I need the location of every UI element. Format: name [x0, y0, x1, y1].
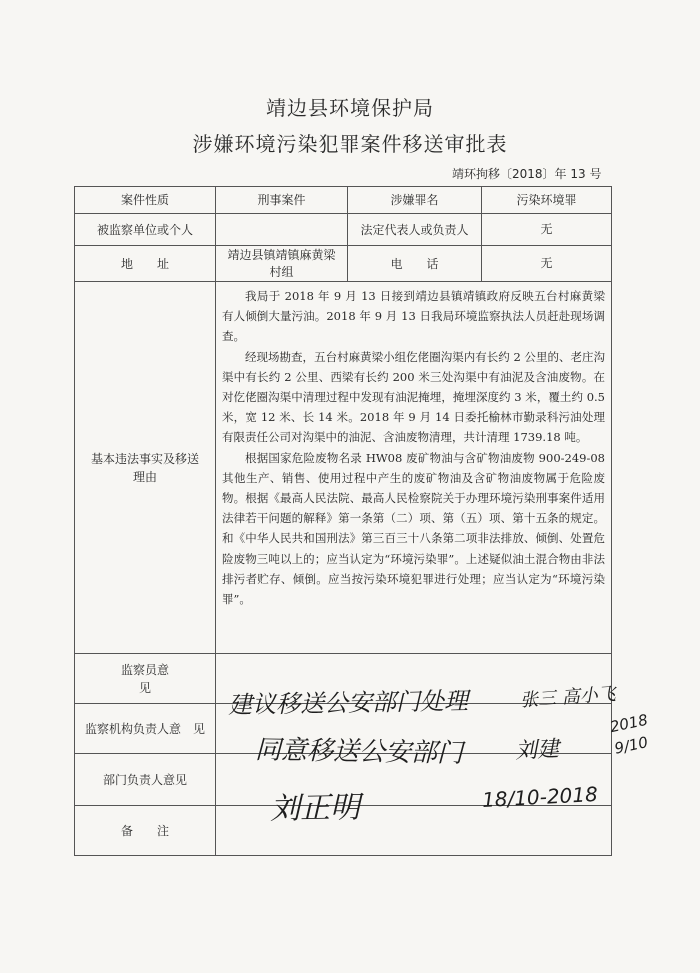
- subject-value: [216, 214, 348, 246]
- charge-label: 涉嫌罪名: [348, 187, 482, 214]
- facts-paragraph: 根据国家危险废物名录 HW08 废矿物油与含矿物油废物 900-249-08 其他生产、销售、使用过程中产生的废矿物油及含矿物油废物属于危险废物。根据《最高人民法院、最高人民检察院关于办理环境污染刑事案件适用法律若干问题的解释》第一条第（二）项、第（五）项、第十五条的规定。和《中华人民共和国刑法》第三百三十八条第二项非法排放、倾倒、处置危险废物三吨以上的；应当认定为“环境污染罪”。上述疑似油土混合物由非法排污者贮存、倾倒。应当按污染环境犯罪进行处理；应当认定为“环境污染罪”。: [222, 450, 605, 607]
- legal-rep-value: 无: [482, 214, 612, 246]
- phone-label: 电 话: [348, 246, 482, 282]
- inspector-handwritten-opinion: 建议移送公安部门处理: [227, 686, 469, 720]
- row-subject: [75, 214, 612, 246]
- address-value: 靖边县镇靖镇麻黄梁村组: [216, 246, 348, 282]
- row-case-nature: [75, 187, 612, 214]
- dept-handwritten-date: 18/10-2018: [481, 781, 599, 813]
- case-nature-label: 案件性质: [75, 187, 216, 214]
- row-address: [75, 246, 612, 282]
- inspector-handwritten-signature: 张三 高小飞: [519, 683, 617, 712]
- inspector-label: 监察员意 见: [75, 654, 216, 704]
- subject-label: 被监察单位或个人: [75, 214, 216, 246]
- dept-handwritten-signature: 刘正明: [269, 790, 361, 827]
- form-title: 涉嫌环境污染犯罪案件移送审批表: [192, 132, 508, 156]
- case-nature-value: 刑事案件: [216, 187, 348, 214]
- charge-value: 污染环境罪: [482, 187, 612, 214]
- facts-label: 基本违法事实及移送理由: [75, 282, 216, 654]
- org-title: 靖边县环境保护局: [266, 96, 434, 120]
- agency-handwritten-signature: 刘建: [514, 736, 560, 765]
- phone-value: 无: [482, 246, 612, 282]
- dept-head-label: 部门负责人意见: [75, 754, 216, 806]
- facts-body: [216, 282, 612, 654]
- document-number: 靖环拘移〔2018〕年 13 号: [452, 167, 602, 181]
- remarks-label: 备 注: [75, 806, 216, 856]
- address-label: 地 址: [75, 246, 216, 282]
- agency-head-label: 监察机构负责人意 见: [75, 704, 216, 754]
- agency-handwritten-date: 2018 9/10: [608, 710, 650, 758]
- agency-handwritten-opinion: 同意移送公安部门: [254, 735, 464, 769]
- facts-paragraph: 我局于 2018 年 9 月 13 日接到靖边县镇靖镇政府反映五台村麻黄梁有人倾倒大量污油。2018 年 9 月 13 日我局环境监察执法人员赶赴现场调查。: [222, 289, 605, 344]
- row-facts: [75, 282, 612, 654]
- facts-paragraph: 经现场勘查，五台村麻黄梁小组仡佬圈沟渠内有长约 2 公里的、老庄沟渠中有长约 2 公里、西梁有长约 200 米三处沟渠中有油泥及含油废物。在对仡佬圈沟渠中清理过程中发现有油泥掩埋，掩埋深度约 3 米，覆土约 0.5 米，宽 12 米、长 14 米。2018 年 9 月 14 日委托榆林市勤录科污油处理有限责任公司对沟渠中的油泥、含油废物清理，共计清理 1739.18 吨。: [222, 349, 605, 445]
- legal-rep-label: 法定代表人或负责人: [348, 214, 482, 246]
